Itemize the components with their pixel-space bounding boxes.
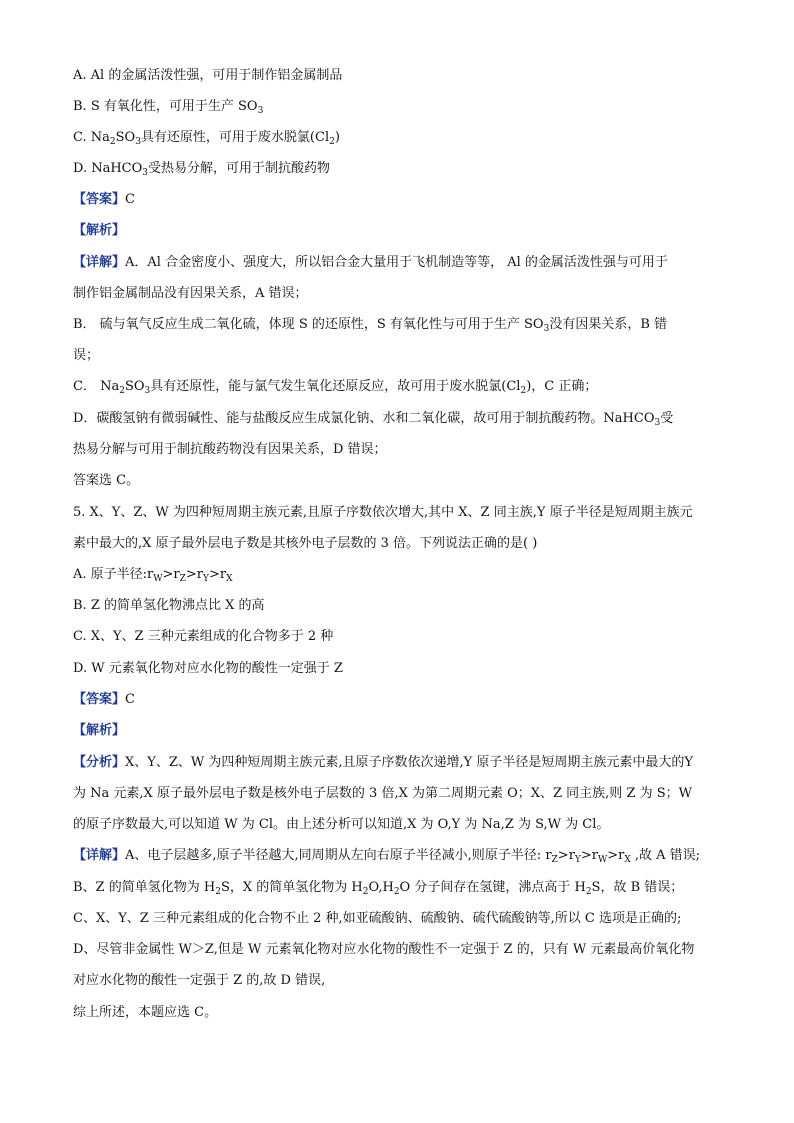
answer-tag: 【答案】 — [73, 192, 126, 207]
q5-detail-line-2: B、Z 的简单氢化物为 $H_2S$，X 的简单氢化物为 $H_2O,H_2O$ 分子间存在氢键，沸点高于 $H_2S$，故 B 错误； — [73, 880, 684, 897]
q5-option-d: D. W 元素氧化物对应水化物的酸性一定强于 Z — [73, 661, 343, 676]
q4-analysis-tag: 【解析】 — [73, 223, 126, 238]
q5-stem-line-1: 5. X、Y、Z、W 为四种短周期主族元素,且原子序数依次增大,其中 X、Z 同主族,Y 原子半径是短周期主族元 — [73, 505, 693, 520]
q4-detail-line-3: B． 硫与氧气反应生成二氧化硫，体现 S 的还原性，S 有氧化性与可用于生产 $SO_3$没有因果关系，B 错 — [73, 317, 668, 334]
q4-detail-line-7: 热易分解与可用于制抗酸药物没有因果关系，D 错误； — [73, 442, 387, 457]
q5-option-a: A. 原子半径$:r_W>r_Z>r_Y>r_X$ — [73, 567, 233, 584]
option-b: B. S 有氧化性，可用于生产 $SO_3$ — [73, 99, 264, 116]
q4-answer: 【答案】C — [73, 192, 135, 207]
q4-detail-line-2: 制作铝金属制品没有因果关系，A 错误； — [73, 286, 308, 301]
q5-analysis-tag: 【解析】 — [73, 723, 126, 738]
q5-answer: 【答案】C — [73, 692, 135, 707]
q5-fenxi-line-1: 【分析】X、Y、Z、W 为四种短周期主族元素,且原子序数依次递增,Y 原子半径是短周期主族元素中最大的Y — [73, 755, 693, 770]
q5-fenxi-line-2: 为 Na 元素,X 原子最外层电子数是核外电子层数的 3 倍,X 为第二周期元素 O；X、Z 同主族,则 Z 为 S；W — [73, 786, 693, 801]
q5-detail-line-4: D、尽管非金属性 W＞Z,但是 W 元素氧化物对应水化物的酸性不一定强于 Z 的，只有 W 元素最高价氧化物 — [73, 942, 695, 957]
q4-detail-line-5: C． $Na_2SO_3$具有还原性，能与氯气发生氧化还原反应，故可用于废水脱氯$(Cl_2)$，C 正确； — [73, 379, 598, 396]
option-c: C. $Na_2SO_3$具有还原性，可用于废水脱氯$(Cl_2)$ — [73, 130, 340, 147]
q4-detail-line-6: D．碳酸氢钠有微弱碱性、能与盐酸反应生成氯化钠、水和二氧化碳，故可用于制抗酸药物。NaHCO$_3$受 — [73, 411, 674, 428]
q4-detail-line-4: 误； — [73, 348, 100, 363]
q5-detail-line-5: 对应水化物的酸性一定强于 Z 的,故 D 错误, — [73, 973, 326, 988]
option-a: A. Al 的金属活泼性强，可用于制作铝金属制品 — [73, 68, 343, 83]
q5-summary: 综上所述，本题应选 C。 — [73, 1005, 218, 1020]
q5-fenxi-line-3: 的原子序数最大,可以知道 W 为 Cl。由上述分析可以知道,X 为 O,Y 为 Na,Z 为 S,W 为 Cl。 — [73, 817, 610, 832]
q5-option-c: C. X、Y、Z 三种元素组成的化合物多于 2 种 — [73, 629, 334, 644]
q4-detail-line-1: 【详解】A．Al 合金密度小、强度大，所以铝合金大量用于飞机制造等等， Al 的金属活泼性强与可用于 — [73, 255, 668, 270]
q5-option-b: B. Z 的简单氢化物沸点比 X 的高 — [73, 598, 265, 613]
q5-detail-line-1: 【详解】A、电子层越多,原子半径越大,同周期从左向右原子半径减小,则原子半径: $r_Z>r_Y>r_W>r_X$ ,故 A 错误; — [73, 848, 701, 865]
q5-detail-line-3: C、X、Y、Z 三种元素组成的化合物不止 2 种,如亚硫酸钠、硫酸钠、硫代硫酸钠等,所以 C 选项是正确的; — [73, 911, 682, 926]
q5-stem-line-2: 素中最大的,X 原子最外层电子数是其核外电子层数的 3 倍。下列说法正确的是( ) — [73, 536, 538, 551]
q4-conclusion: 答案选 C。 — [73, 473, 140, 488]
option-d: D. NaHCO$_3$受热易分解，可用于制抗酸药物 — [73, 161, 331, 178]
